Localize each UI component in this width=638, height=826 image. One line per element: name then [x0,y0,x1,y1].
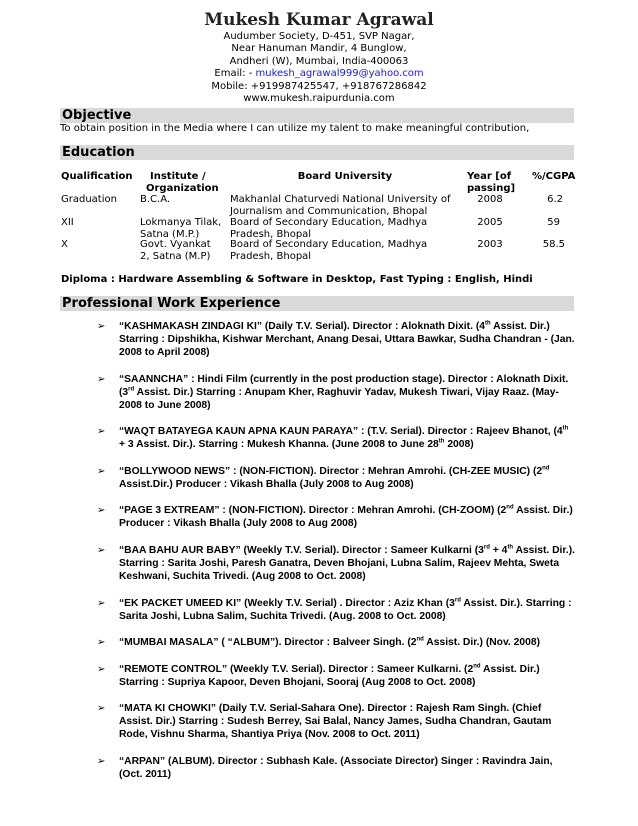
item-sup: rd [483,544,490,551]
col-header-board: Board University [297,171,393,182]
item-sup: th [484,320,491,327]
item-text: “MUMBAI MASALA” ( “ALBUM”). Director : Balveer Singh. (2 [119,637,417,649]
list-item [97,755,577,781]
address-line-2: Near Hanuman Mandir, 4 Bunglow, [231,43,407,55]
item-text: Assist. Dir.) Starring : Supriya Kapoor, Deven Bhojani, Sooraj (Aug 2008 to Oct. 2008) [119,663,540,688]
col-header-cgpa: %/CGPA [532,171,576,182]
row-institute-line2: 2, Satna (M.P) [140,251,211,262]
item-sup: nd [542,465,550,472]
email-link[interactable]: mukesh_agrawal999@yahoo.com [255,68,424,80]
row-institute [140,194,170,206]
item-text: Assist. Dir.) Starring : Dipshikha, Kishwar Merchant, Anang Desai, Uttara Bawkar, Sudha Chandran - (Jan. 2008 to April 2008) [119,321,575,358]
row-institute-line1: Lokmanya Tilak, [140,217,222,228]
address-line-1: Audumber Society, D-451, SVP Nagar, [223,31,415,42]
website-line: www.mukesh.raipurdunia.com [243,93,395,105]
row-institute [140,239,211,263]
item-sup: rd [128,386,135,393]
row-institute-line1: Govt. Vyankat [140,239,211,250]
item-sup: th [438,438,445,445]
item-text: 2008) [444,439,474,451]
email-line [0,68,638,80]
item-text: “EK PACKET UMEED KI” (Weekly T.V. Serial) . Director : Aziz Khan (3 [119,597,455,609]
item-text: “ARPAN” (ALBUM). Director : Subhash Kale. (Associate Director) Singer : Ravindra Jain, (Oct. 2011) [119,755,553,780]
row-cgpa: 6.2 [547,194,563,205]
row-board-line1: Board of Secondary Education, Madhya [230,217,428,228]
arrow-bullet-icon: ➢ [97,755,106,767]
item-text: Assist. Dir.). Starring : Sarita Joshi, Lubna Salim, Suchita Trivedi. (Aug. 2008 to Oct. 2008) [119,597,572,622]
education-heading: Education [60,145,574,160]
row-year: 2005 [477,217,503,228]
list-item [97,597,577,623]
item-sup: th [507,544,514,551]
row-board-line2: Pradesh, Bhopal [230,229,312,240]
item-text: “REMOTE CONTROL” (Weekly T.V. Serial). Director : Sameer Kulkarni. (2 [119,663,474,675]
row-qualification: Graduation [61,194,117,205]
item-text: + 4 [489,544,508,556]
row-board [230,217,427,241]
col-header-year-line1: Year [of [467,171,512,182]
arrow-bullet-icon: ➢ [97,637,106,649]
row-board [230,239,427,263]
row-institute [140,217,221,241]
mobile-line: Mobile: +919987425547, +918767286842 [211,80,427,92]
item-text: “BOLLYWOOD NEWS” : (NON-FICTION). Director : Mehran Amrohi. (CH-ZEE MUSIC) (2 [119,465,543,477]
objective-text: To obtain position in the Media where I can utilize my talent to make meaningful contribution, [60,123,530,134]
item-sup: nd [416,636,424,643]
list-item [97,320,577,359]
experience-heading: Professional Work Experience [60,296,574,311]
row-board [230,194,451,218]
item-text: Assist.Dir.) Producer : Vikash Bhalla (July 2008 to Aug 2008) [119,478,414,490]
row-board-line2: Journalism and Communication, Bhopal [230,206,428,217]
arrow-bullet-icon: ➢ [97,465,106,477]
list-item [97,702,577,741]
row-qualification: X [61,239,68,250]
arrow-bullet-icon: ➢ [97,321,106,332]
row-year: 2008 [477,194,503,205]
item-sup: nd [473,663,481,670]
arrow-bullet-icon: ➢ [97,505,106,517]
row-board-line1: Makhanlal Chaturvedi National University of [230,194,451,205]
list-item [97,544,577,583]
list-item [97,663,577,689]
col-header-institute-line1: Institute / [150,171,206,182]
contact-block [0,31,638,105]
item-text: Assist. Dir.). Starring : Sarita Joshi, Paresh Ganatra, Deven Bhojani, Lubna Salim, Rajeev Mehta, Sweta Keshwani, Suchita Trivedi. (Aug 2008 to Oct. 2008) [119,544,576,582]
col-header-institute-line2: Organization [146,183,219,194]
item-text: Assist. Dir.) (Nov. 2008) [423,637,540,649]
arrow-bullet-icon: ➢ [97,373,106,385]
item-text: “WAQT BATAYEGA KAUN APNA KAUN PARAYA” : (T.V. Serial). Director : Rajeev Bhanot, (4 [119,426,563,438]
address-line-3: Andheri (W), Mumbai, India-400063 [229,55,409,67]
col-header-year-line2: passing] [467,183,516,194]
row-board-line2: Pradesh, Bhopal [230,251,312,262]
arrow-bullet-icon: ➢ [97,544,106,556]
item-sup: th [562,425,569,432]
row-qualification: XII [61,217,74,228]
item-text: “MATA KI CHOWKI” (Daily T.V. Serial-Sahara One). Director : Rajesh Ram Singh. (Chief Assist. Dir.) Starring : Sudesh Berrey, Sai Balal, Nancy James, Sudha Chandran, Gautam Rode, Vishnu Sharma, Shantiya Priya (Nov. 2008 to Oct. 2011) [119,703,552,741]
row-board-line1: Board of Secondary Education, Madhya [230,239,428,250]
item-text: Assist. Dir.) Producer : Vikash Bhalla (July 2008 to Aug 2008) [119,505,573,530]
item-sup: rd [454,597,461,604]
row-institute-line2: Satna (M.P.) [140,229,200,240]
item-text: + 3 Assist. Dir.). Starring : Mukesh Khanna. (June 2008 to June 28 [119,439,439,451]
col-header-institute [146,171,219,195]
col-header-year [467,171,515,195]
item-text: “KASHMAKASH ZINDAGI KI” (Daily T.V. Serial). Director : Aloknath Dixit. (4 [119,321,485,332]
experience-list [97,320,577,795]
row-cgpa: 58.5 [542,239,565,250]
list-item [97,504,577,530]
item-text: Assist. Dir.) Starring : Anupam Kher, Raghuvir Yadav, Mukesh Tiwari, Vijay Raaz. (May-2008 to June 2008) [119,386,559,411]
objective-heading: Objective [60,108,574,123]
arrow-bullet-icon: ➢ [97,663,106,675]
list-item [97,465,577,491]
arrow-bullet-icon: ➢ [97,597,106,609]
row-institute-line1: B.C.A. [140,194,171,205]
col-header-qualification: Qualification [61,171,133,182]
row-year: 2003 [477,239,503,250]
row-cgpa: 59 [547,217,560,228]
item-sup: nd [506,504,514,511]
item-text: “PAGE 3 EXTREAM” : (NON-FICTION). Director : Mehran Amrohi. (CH-ZOOM) (2 [119,505,507,517]
item-text: “SAANNCHA” : Hindi Film (currently in the post production stage). Director : Aloknath Dixit.(3 [119,373,569,398]
email-label: Email: - [214,68,256,80]
diploma-line: Diploma : Hardware Assembling & Software in Desktop, Fast Typing : English, Hindi [61,274,533,285]
item-text: “BAA BAHU AUR BABY” (Weekly T.V. Serial). Director : Sameer Kulkarni (3 [119,544,484,556]
arrow-bullet-icon: ➢ [97,703,106,715]
list-item [97,425,577,451]
list-item [97,373,577,412]
candidate-name: Mukesh Kumar Agrawal [204,10,434,30]
list-item [97,636,577,649]
arrow-bullet-icon: ➢ [97,426,106,438]
